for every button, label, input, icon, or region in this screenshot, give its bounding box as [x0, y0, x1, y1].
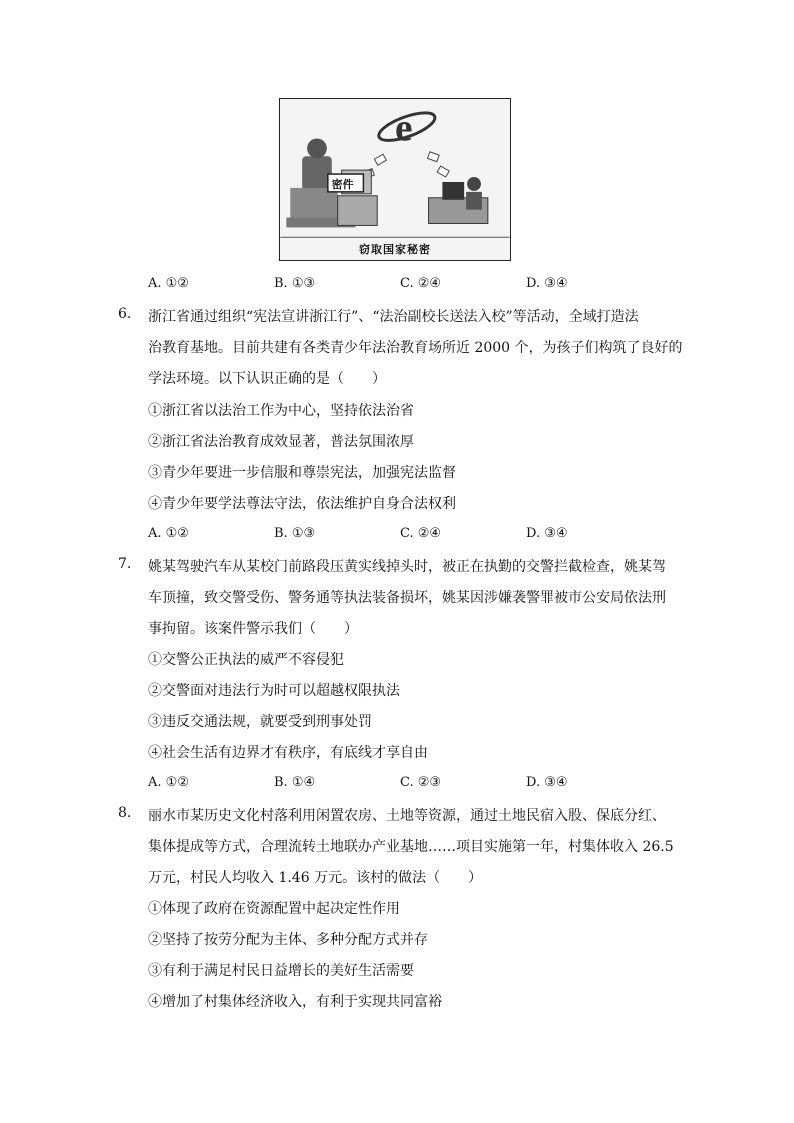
q5-option-b: B. ①③ — [274, 276, 316, 291]
q5-option-d: D. ③④ — [526, 276, 568, 291]
statement: ②浙江省法治教育成效显著，普法氛围浓厚 — [148, 434, 414, 450]
right-person — [429, 177, 488, 223]
question-text-line: 万元，村民人均收入 1.46 万元。该村的做法（ ） — [148, 870, 483, 886]
q7-option-c: C. ②③ — [400, 775, 442, 790]
q6-option-c: C. ②④ — [400, 526, 442, 541]
question-text-line: 姚某驾驶汽车从某校门前路段压黄实线掉头时，被正在执勤的交警拦截检查，姚某驾 — [148, 559, 666, 575]
question-text-line: 丽水市某历史文化村落利用闲置农房、土地等资源，通过土地民宿入股、保底分红、 — [148, 808, 666, 824]
question-text-line: 集体提成等方式，合理流转土地联办产业基地……项目实施第一年，村集体收入 26.5 — [148, 839, 674, 855]
ie-logo-icon — [376, 105, 438, 149]
q6-option-a: A. ①② — [148, 526, 189, 541]
question-text-line: 车顶撞，致交警受伤、警务通等执法装备损坏，姚某因涉嫌袭警罪被市公安局依法刑 — [148, 590, 666, 606]
figure-caption: 窃取国家秘密 — [359, 243, 431, 256]
statement: ①交警公正执法的威严不容侵犯 — [148, 652, 344, 668]
question-number: 6. — [118, 306, 132, 322]
q5-option-c: C. ②④ — [400, 276, 442, 291]
svg-text:e: e — [395, 105, 413, 150]
q7-option-d: D. ③④ — [526, 775, 568, 790]
statement: ④增加了村集体经济收入，有利于实现共同富裕 — [148, 994, 442, 1010]
q6-option-b: B. ①③ — [274, 526, 316, 541]
illustration-drawing — [280, 99, 510, 260]
question-number: 8. — [118, 805, 132, 821]
statement: ②交警面对违法行为时可以超越权限执法 — [148, 683, 400, 699]
q7-option-b: B. ①④ — [274, 775, 316, 790]
question-text-line: 事拘留。该案件警示我们（ ） — [148, 621, 358, 637]
illustration-figure — [279, 98, 511, 261]
q7-option-a: A. ①② — [148, 775, 189, 790]
question-text-line: 治教育基地。目前共建有各类青少年法治教育场所近 2000 个，为孩子们构筑了良好的 — [148, 340, 683, 356]
mail-label: 密件 — [331, 177, 354, 191]
statement: ③有利于满足村民日益增长的美好生活需要 — [148, 963, 414, 979]
statement: ③违反交通法规，就要受到刑事处罚 — [148, 714, 372, 730]
statement: ①浙江省以法治工作为中心，坚持依法治省 — [148, 403, 414, 419]
q6-option-d: D. ③④ — [526, 526, 568, 541]
question-text-line: 浙江省通过组织“宪法宣讲浙江行”、“法治副校长送法入校”等活动，全域打造法 — [148, 309, 639, 325]
statement: ②坚持了按劳分配为主体、多种分配方式并存 — [148, 932, 428, 948]
statement: ④社会生活有边界才有秩序，有底线才享自由 — [148, 745, 428, 761]
statement: ①体现了政府在资源配置中起决定性作用 — [148, 901, 400, 917]
question-text-line: 学法环境。以下认识正确的是（ ） — [148, 371, 386, 387]
statement: ③青少年要进一步信服和尊崇宪法，加强宪法监督 — [148, 465, 456, 481]
question-number: 7. — [118, 556, 132, 572]
q5-option-a: A. ①② — [148, 276, 189, 291]
statement: ④青少年要学法尊法守法，依法维护自身合法权利 — [148, 496, 456, 512]
